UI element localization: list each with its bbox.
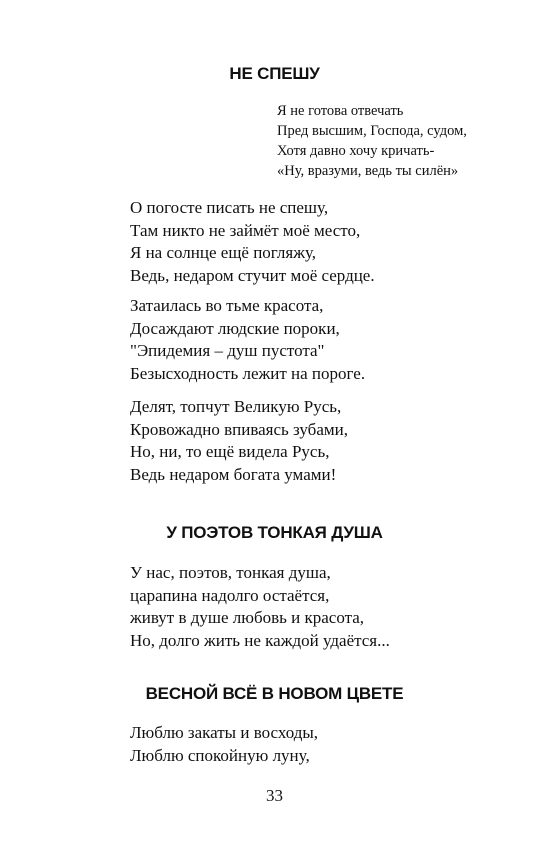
verse-line: Делят, топчут Великую Русь,	[130, 397, 342, 416]
verse-line: Люблю спокойную луну,	[130, 745, 310, 765]
verse-line: Но, ни, то ещё видела Русь,	[130, 442, 330, 461]
verse-line: "Эпидемия – душ пустота"	[130, 341, 325, 360]
poem-stanza	[130, 562, 390, 652]
verse-line: Затаилась во тьме красота,	[130, 296, 324, 315]
verse-line: царапина надолго остаётся,	[130, 585, 330, 605]
poem-stanza	[130, 722, 318, 767]
verse-line: Ведь, недаром стучит моё сердце.	[130, 265, 375, 285]
verse-line: Люблю закаты и восходы,	[130, 723, 319, 742]
poem-epigraph	[277, 101, 467, 181]
verse-line: О погосте писать не спешу,	[130, 198, 329, 217]
poem-stanza	[130, 295, 365, 385]
poem-title: ВЕСНОЙ ВСЁ В НОВОМ ЦВЕТЕ	[145, 684, 404, 703]
verse-line: Кровожадно впиваясь зубами,	[130, 419, 348, 439]
verse-line: Ведь недаром богата умами!	[130, 464, 337, 484]
page-number: 33	[266, 786, 283, 805]
poem-stanza	[130, 197, 375, 287]
verse-line: Но, долго жить не каждой удаётся...	[130, 630, 390, 650]
epigraph-line: Хотя давно хочу кричать-	[277, 143, 435, 159]
poem-title: У ПОЭТОВ ТОНКАЯ ДУША	[166, 523, 383, 542]
verse-line: Безысходность лежит на пороге.	[130, 363, 366, 383]
verse-line: Досаждают людские пороки,	[130, 318, 340, 338]
verse-line: Там никто не займёт моё место,	[130, 220, 361, 240]
epigraph-line: Пред высшим, Господа, судом,	[277, 123, 467, 139]
epigraph-line: «Ну, вразуми, ведь ты силён»	[277, 163, 459, 179]
verse-line: живут в душе любовь и красота,	[130, 608, 365, 627]
verse-line: Я на солнце ещё погляжу,	[130, 243, 317, 262]
verse-line: У нас, поэтов, тонкая душа,	[130, 563, 331, 582]
poem-title: НЕ СПЕШУ	[229, 64, 320, 83]
epigraph-line: Я не готова отвечать	[277, 103, 404, 119]
poem-stanza	[130, 396, 348, 486]
